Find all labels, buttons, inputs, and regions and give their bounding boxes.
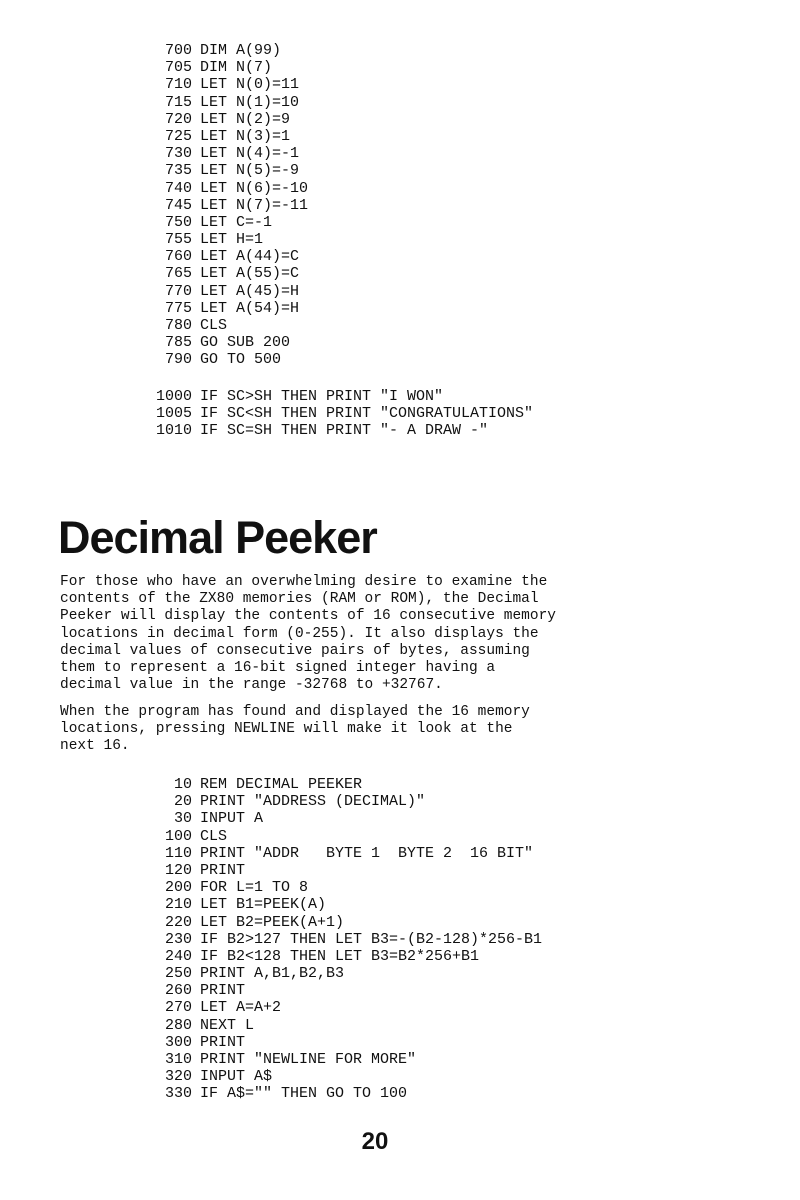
line-number: 110 <box>164 844 192 862</box>
statement: IF SC=SH THEN PRINT "- A DRAW -" <box>200 422 489 440</box>
code-line <box>160 317 308 334</box>
code-line <box>160 248 308 265</box>
statement: CLS <box>200 317 228 334</box>
code-line <box>160 879 542 896</box>
code-line <box>160 1085 542 1102</box>
line-number: 765 <box>164 265 192 283</box>
line-number: 770 <box>164 282 192 300</box>
code-line <box>160 810 542 827</box>
line-number: 750 <box>164 213 192 231</box>
line-number: 785 <box>164 334 192 352</box>
code-line <box>160 914 542 931</box>
line-number: 735 <box>164 162 192 180</box>
line-number: 220 <box>164 913 192 931</box>
line-number: 1005 <box>155 405 192 423</box>
line-number: 725 <box>164 127 192 145</box>
statement: REM DECIMAL PEEKER <box>200 776 363 793</box>
statement: GO TO 500 <box>200 351 282 369</box>
code-line <box>160 180 308 197</box>
statement: PRINT "NEWLINE FOR MORE" <box>200 1051 417 1068</box>
code-line <box>160 214 308 231</box>
statement: PRINT <box>200 982 246 1000</box>
statement: LET H=1 <box>200 231 264 249</box>
code-line <box>160 76 308 93</box>
line-number: 755 <box>164 231 192 249</box>
code-line <box>160 999 542 1016</box>
code-line <box>160 965 542 982</box>
statement: IF B2<128 THEN LET B3=B2*256+B1 <box>200 947 480 965</box>
code-line <box>160 1034 542 1051</box>
line-number: 30 <box>173 810 192 828</box>
code-line <box>160 862 542 879</box>
usage-paragraph: When the program has found and displayed the 16 memory locations, pressing NEWLINE will make it look at the next 16. <box>60 704 530 755</box>
statement: INPUT A <box>200 810 264 828</box>
line-number: 700 <box>164 42 192 59</box>
code-line <box>160 94 308 111</box>
code-line <box>160 128 308 145</box>
code-line <box>150 388 533 405</box>
statement: LET B2=PEEK(A+1) <box>200 913 345 931</box>
statement: IF SC<SH THEN PRINT "CONGRATULATIONS" <box>200 405 534 423</box>
statement: LET A(54)=H <box>200 299 300 317</box>
code-line <box>160 948 542 965</box>
line-number: 250 <box>164 965 192 983</box>
statement: LET N(0)=11 <box>200 76 300 94</box>
statement: DIM N(7) <box>200 59 273 77</box>
line-number: 270 <box>164 999 192 1017</box>
statement: CLS <box>200 827 228 845</box>
line-number: 320 <box>164 1068 192 1086</box>
statement: NEXT L <box>200 1016 255 1034</box>
code-line <box>160 265 308 282</box>
statement: INPUT A$ <box>200 1068 273 1086</box>
statement: LET A(44)=C <box>200 248 300 266</box>
line-number: 790 <box>164 351 192 369</box>
code-line <box>160 111 308 128</box>
statement: LET N(4)=-1 <box>200 145 300 163</box>
line-number: 330 <box>164 1085 192 1103</box>
code-listing-decimal-peeker <box>160 776 542 1103</box>
code-line <box>160 300 308 317</box>
code-line <box>160 828 542 845</box>
line-number: 20 <box>173 793 192 811</box>
code-line <box>160 162 308 179</box>
line-number: 775 <box>164 299 192 317</box>
statement: GO SUB 200 <box>200 334 291 352</box>
code-line <box>160 351 308 368</box>
statement: LET A(55)=C <box>200 265 300 283</box>
statement: PRINT <box>200 1033 246 1051</box>
code-line <box>160 59 308 76</box>
code-line <box>160 1051 542 1068</box>
statement: LET B1=PEEK(A) <box>200 896 327 914</box>
statement: PRINT A,B1,B2,B3 <box>200 965 345 983</box>
line-number: 720 <box>164 110 192 128</box>
statement: IF A$="" THEN GO TO 100 <box>200 1085 408 1103</box>
page-number: 20 <box>361 1128 389 1155</box>
line-number: 120 <box>164 861 192 879</box>
code-line <box>160 776 542 793</box>
code-line <box>160 896 542 913</box>
line-number: 230 <box>164 930 192 948</box>
code-line <box>160 793 542 810</box>
statement: LET A(45)=H <box>200 282 300 300</box>
line-number: 710 <box>164 76 192 94</box>
statement: IF B2>127 THEN LET B3=-(B2-128)*256-B1 <box>200 930 543 948</box>
code-line <box>160 145 308 162</box>
code-line <box>160 334 308 351</box>
statement: LET C=-1 <box>200 213 273 231</box>
statement: LET N(1)=10 <box>200 93 300 111</box>
line-number: 760 <box>164 248 192 266</box>
code-line <box>160 283 308 300</box>
line-number: 310 <box>164 1051 192 1068</box>
code-listing-result <box>150 388 533 440</box>
code-line <box>150 422 533 439</box>
line-number: 730 <box>164 145 192 163</box>
code-line <box>160 42 308 59</box>
line-number: 280 <box>164 1016 192 1034</box>
line-number: 100 <box>164 827 192 845</box>
statement: LET N(6)=-10 <box>200 179 309 197</box>
code-line <box>160 931 542 948</box>
code-line <box>160 982 542 999</box>
code-line <box>160 1068 542 1085</box>
line-number: 780 <box>164 317 192 334</box>
line-number: 200 <box>164 879 192 897</box>
line-number: 745 <box>164 196 192 214</box>
statement: DIM A(99) <box>200 42 282 59</box>
statement: PRINT <box>200 861 246 879</box>
code-listing-setup <box>160 42 308 369</box>
code-line <box>160 845 542 862</box>
section-title: Decimal Peeker <box>58 512 377 563</box>
line-number: 705 <box>164 59 192 77</box>
line-number: 300 <box>164 1033 192 1051</box>
code-line <box>160 1017 542 1034</box>
line-number: 1010 <box>155 422 192 440</box>
statement: PRINT "ADDRESS (DECIMAL)" <box>200 793 426 811</box>
intro-paragraph: For those who have an overwhelming desire to examine the contents of the ZX80 memories (RAM or ROM), the Decimal Peeker will display the contents of 16 consecutive memory locations in decimal form (0-255). It also displays the decimal values of consecutive pairs of bytes, assuming them to represent a 16-bit signed integer having a decimal value in the range -32768 to +32767. <box>60 574 556 694</box>
statement: LET N(5)=-9 <box>200 162 300 180</box>
line-number: 740 <box>164 179 192 197</box>
line-number: 210 <box>164 896 192 914</box>
line-number: 10 <box>173 776 192 793</box>
line-number: 715 <box>164 93 192 111</box>
line-number: 260 <box>164 982 192 1000</box>
statement: LET A=A+2 <box>200 999 282 1017</box>
code-line <box>160 231 308 248</box>
statement: PRINT "ADDR BYTE 1 BYTE 2 16 BIT" <box>200 844 534 862</box>
line-number: 240 <box>164 947 192 965</box>
statement: LET N(7)=-11 <box>200 196 309 214</box>
statement: LET N(3)=1 <box>200 127 291 145</box>
statement: LET N(2)=9 <box>200 110 291 128</box>
line-number: 1000 <box>155 388 192 405</box>
code-line <box>160 197 308 214</box>
code-line <box>150 405 533 422</box>
statement: FOR L=1 TO 8 <box>200 879 309 897</box>
statement: IF SC>SH THEN PRINT "I WON" <box>200 388 444 405</box>
